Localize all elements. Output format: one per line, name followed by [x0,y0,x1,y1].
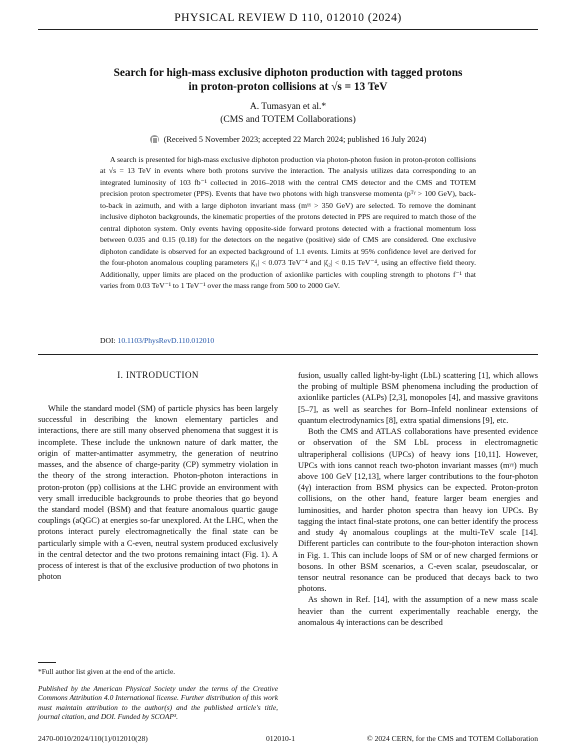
header-rule [38,29,538,30]
open-access-icon [150,135,159,144]
footer-page-number: 012010-1 [266,734,296,743]
title-line-1: Search for high-mass exclusive diphoton production with tagged protons [113,67,463,79]
abstract-rule [38,354,538,355]
doi-link[interactable]: 10.1103/PhysRevD.110.012010 [117,336,215,345]
collaboration: (CMS and TOTEM Collaborations) [220,115,356,125]
journal-header: PHYSICAL REVIEW D 110, 012010 (2024) [174,11,402,24]
abstract: A search is presented for high-mass exclusive diphoton production via photon-photon fusion in proton-proton collisions at √s = 13 TeV in events where both protons survive the interaction. The analysis utilizes data corresponding to an integrated luminosity of 103 fb⁻¹ collected in 2016–2018 with the central CMS detector and the CMS and TOTEM precision proton spectrometer (PPS). Events that have two photons with high transverse momenta (pᵀᵞ > 100 GeV), back-to-back in azimuth, and with a large diphoton invariant mass (mᵞᵞ > 350 GeV) are selected. To remove the dominant inclusive diphoton backgrounds, the kinematic properties of the protons detected in PPS are required to match those of the central diphoton system. Only events having opposite-side forward protons detected with a fractional momentum loss between 0.035 and 0.15 (0.18) for the detectors on the negative (positive) side of CMS are considered. One exclusive diphoton candidate is observed for an expected background of 1.1 events. Limits at 95% confidence level are derived for the four-photon anomalous coupling parameters |ζ₁| < 0.073 TeV⁻⁴ and |ζ₂| < 0.15 TeV⁻⁴, using an effective field theory. Additionally, upper limits are placed on the production of axionlike particles with coupling strength to photons f⁻¹ that varies from 0.03 TeV⁻¹ to 1 TeV⁻¹ over the mass range from 500 to 2000 GeV. [100,155,476,290]
footer-issn: 2470-0010/2024/110(1)/012010(28) [38,734,148,743]
left-column-text: While the standard model (SM) of particle physics has been largely successful in describing the known elementary particles and interactions, there are still many observed phenomena that suggest it is incomplete. These include the unknown nature of dark matter, the origin of matter-antimatter asymmetry, the generation of neutrino masses, and the absence of charge-parity (CP) symmetry violation in the theory of the strong interaction. Photon-photon interactions in proton-proton (pp) collisions at the LHC provide an environment with very small irreducible backgrounds to probe theories that go beyond the standard model (BSM) and that feature anomalous quartic gauge couplings (aQGC) at energies so-far unexplored. At the LHC, when the protons interact purely electromagnetically the final state can be particularly simple with a C-even, neutral system produced exclusively in the central detector and the two protons remaining intact (Fig. 1). A process of interest is that of the exclusive production of two photons in photon [38,404,278,582]
footnote-rule [38,662,56,663]
author-list[interactable]: A. Tumasyan et al.* [249,102,327,112]
license-footnote: Published by the American Physical Society under the terms of the Creative Commons Attribution 4.0 International license. Further distribution of this work must maintain attribution to the author(s) and the published article's title, journal citation, and DOI. Funded by SCOAP³. [38,684,278,721]
paper-title [40,66,536,94]
right-column [298,370,538,628]
publication-dates: (Received 5 November 2023; accepted 22 March 2024; published 16 July 2024) [163,135,427,144]
paragraph: As shown in Ref. [14], with the assumption of a new mass scale heavier than the current experimentally reachable energy, the anomalous 4γ interactions can be described [298,595,538,627]
footer-copyright: © 2024 CERN, for the CMS and TOTEM Collaboration [366,734,538,743]
doi-label: DOI: [100,336,116,345]
paragraph: fusion, usually called light-by-light (LbL) scattering [1], which allows the probing of multiple BSM phenomena including the production of axionlike particles (ALPs) [2,3], monopoles [4], and massive gravitons [5–7], as well as searches for Born–Infeld nonlinear extensions of quantum electrodynamics [8], extra spatial dimensions [9], etc. [298,371,538,425]
title-line-2: in proton-proton collisions at √s = 13 TeV [188,81,388,93]
doi-row [100,336,214,345]
section-heading: I. INTRODUCTION [117,370,199,380]
dates-row [0,135,576,144]
author-footnote: *Full author list given at the end of the article. [38,667,176,676]
paragraph: Both the CMS and ATLAS collaborations have presented evidence or observation of the SM LbL process in electromagnetic ultraperipheral collisions (UPCs) of heavy ions [10,11]. However, UPCs with ions cannot reach two-photon invariant masses (mᵞᵞ) much above 100 GeV [12,13], where larger contributions to the four-photon (4γ) interaction from BSM physics can be expected. Proton-proton collisions, on the other hand, feature larger beam energies and luminosities, and harder photon spectra than heavy ion UPCs. By tagging the intact final-state protons, one can better identify the process and study 4γ anomalous couplings at the multi-TeV scale [14]. Different particles can contribute to the four-photon interaction shown in Fig. 1. This can include loops of SM or of new charged fermions or bosons. In other BSM scenarios, a C-even scalar, pseudoscalar, or tensor neutral resonance can be produced that decays back to two photons. [298,427,538,594]
